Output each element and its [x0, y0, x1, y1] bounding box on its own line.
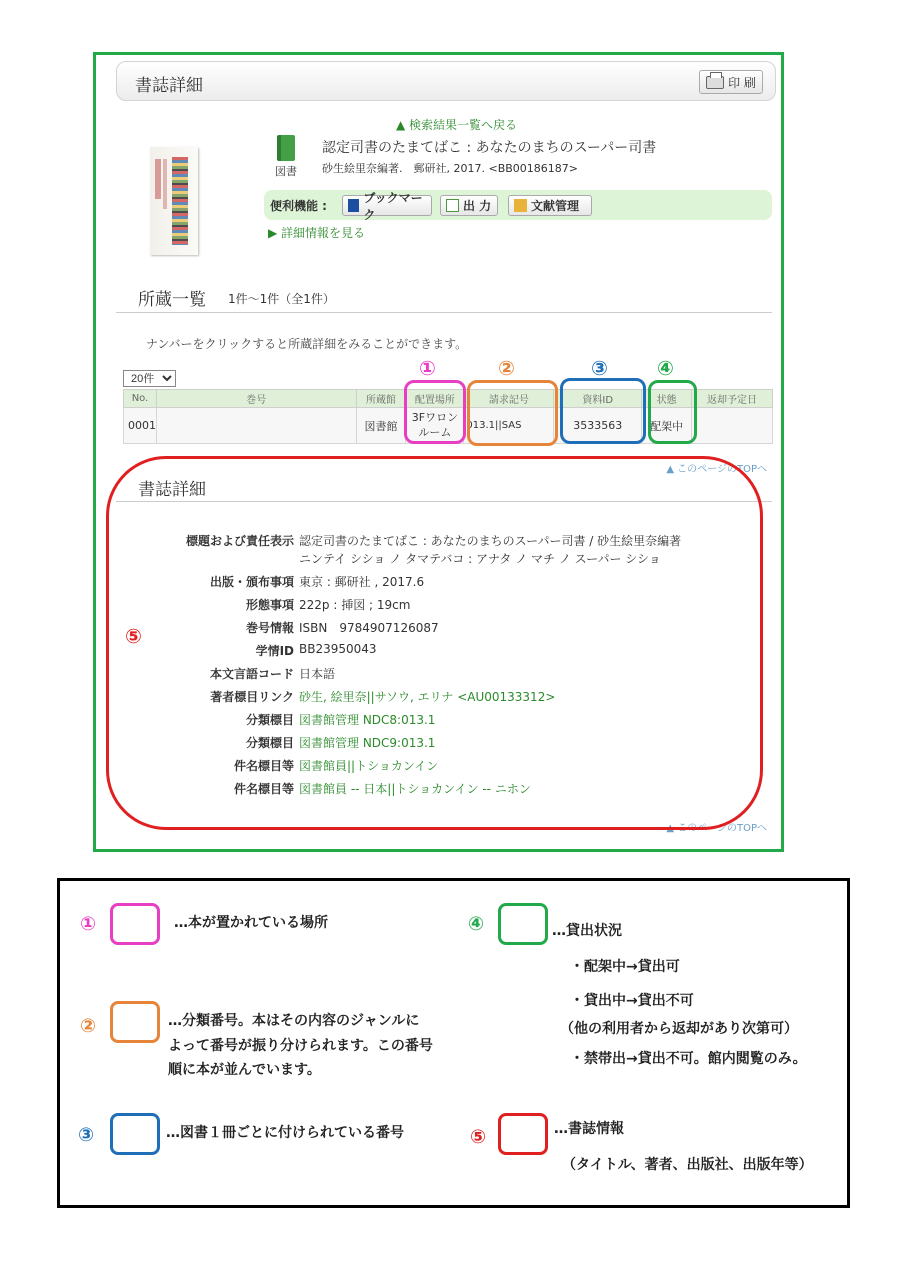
legend-box-5 — [498, 1113, 548, 1155]
legend-number-1: ① — [80, 913, 97, 935]
biblio-value: 東京 : 郵研社 , 2017.6 — [299, 575, 425, 589]
biblio-value: 日本語 — [299, 667, 336, 681]
legend-text-3: …図書１冊ごとに付けられている番号 — [166, 1125, 404, 1141]
book-icon — [277, 135, 295, 161]
holdings-note: ナンバーをクリックすると所蔵詳細をみることができます。 — [146, 337, 468, 351]
legend-text-5a: （タイトル、著者、出版社、出版年等） — [562, 1157, 813, 1173]
document-management-label: 文献管理 — [531, 199, 580, 213]
page-top-link-2[interactable]: ▲ このページのTOPへ — [666, 823, 767, 834]
legend-text-4b: ・貸出中→貸出不可 — [570, 993, 694, 1009]
legend-text-2c: 順に本が並んでいます。 — [168, 1062, 321, 1078]
book-type-label: 図書 — [275, 165, 297, 178]
legend-box-2 — [110, 1001, 160, 1043]
biblio-value: BB23950043 — [299, 642, 377, 656]
annotation-number-5: ⑤ — [125, 624, 142, 648]
biblio-value: 222p : 挿図 ; 19cm — [299, 598, 411, 612]
tools-label: 便利機能 : — [270, 199, 327, 213]
book-cover-image — [150, 147, 198, 255]
biblio-key: 巻号情報 — [245, 621, 294, 635]
book-title: 認定司書のたまてばこ : あなたのまちのスーパー司書 — [322, 140, 657, 156]
annotation-number-4: ④ — [657, 356, 674, 380]
legend-text-1: …本が置かれている場所 — [174, 915, 328, 931]
legend-number-2: ② — [80, 1015, 97, 1037]
holding-call-number[interactable]: 013.1||SAS — [464, 408, 554, 444]
holdings-count: 1件～1件（全1件） — [228, 292, 335, 306]
col-no: No. — [124, 390, 157, 408]
col-call-number: 請求記号 — [464, 390, 554, 408]
export-icon — [446, 199, 459, 212]
legend-box-1 — [110, 903, 160, 945]
legend-number-5: ⑤ — [470, 1126, 487, 1148]
output-button[interactable] — [440, 195, 498, 216]
holding-library: 図書館 — [356, 408, 406, 444]
legend-text-4: …貸出状況 — [552, 923, 622, 939]
printer-icon — [706, 76, 724, 89]
col-item-id: 資料ID — [554, 390, 642, 408]
folder-icon — [514, 199, 527, 212]
holding-number-link[interactable]: 0001 — [124, 408, 157, 444]
legend-text-2b: よって番号が振り分けられます。この番号 — [168, 1037, 433, 1054]
biblio-value: 認定司書のたまてばこ : あなたのまちのスーパー司書 / 砂生絵里奈編著 — [299, 534, 682, 548]
legend-text-4d: ・禁帯出→貸出不可。館内閲覧のみ。 — [570, 1051, 807, 1067]
annotation-box-status — [648, 380, 697, 444]
annotation-number-3: ③ — [591, 356, 608, 380]
book-meta: 砂生絵里奈編著. 郵研社, 2017. <BB00186187> — [322, 162, 578, 175]
bookmark-button[interactable] — [342, 190, 432, 222]
annotation-number-1: ① — [419, 356, 436, 380]
print-label: 印 刷 — [728, 75, 756, 90]
annotation-box-call-number — [467, 380, 558, 446]
holding-item-id: 3533563 — [554, 408, 642, 444]
biblio-value: ISBN 9784907126087 — [299, 621, 439, 635]
annotation-box-item-id — [560, 378, 646, 444]
page-title: 書誌詳細 — [135, 76, 203, 96]
col-volume: 巻号 — [157, 390, 357, 408]
biblio-key: 標題および責任表示 — [185, 534, 294, 548]
legend-text-2 — [168, 1009, 433, 1083]
holding-due-date — [692, 408, 773, 444]
classification-link[interactable]: 図書館管理 NDC8:013.1 — [299, 713, 436, 727]
holding-status: 配架中 — [642, 408, 692, 444]
col-status: 状態 — [642, 390, 692, 408]
biblio-title: 書誌詳細 — [138, 480, 206, 500]
print-button[interactable] — [699, 70, 763, 94]
legend-text-5: …書誌情報 — [554, 1121, 624, 1137]
book-type-icon — [274, 135, 298, 178]
biblio-value: ニンテイ シショ ノ タマテバコ : アナタ ノ マチ ノ スーパー シショ — [299, 552, 661, 566]
back-to-results-link[interactable]: ▲ 検索結果一覧へ戻る — [396, 118, 518, 132]
document-management-button[interactable] — [508, 195, 592, 216]
legend-text-4a: ・配架中→貸出可 — [570, 959, 680, 975]
tools-bar — [264, 190, 772, 220]
classification-link[interactable]: 図書館管理 NDC9:013.1 — [299, 736, 436, 750]
legend-box-4 — [498, 903, 548, 945]
biblio-key: 学情ID — [255, 644, 294, 658]
output-label: 出 力 — [463, 199, 492, 213]
biblio-key: 出版・頒布事項 — [209, 575, 294, 589]
legend-text-2a: …分類番号。本はその内容のジャンルに — [168, 1013, 420, 1029]
per-page-select[interactable] — [123, 370, 176, 387]
biblio-key: 形態事項 — [245, 598, 294, 612]
holdings-title: 所蔵一覧 — [138, 290, 206, 310]
legend-number-3: ③ — [78, 1124, 95, 1146]
holding-volume — [157, 408, 357, 444]
bookmark-icon — [348, 199, 359, 212]
legend-panel — [57, 878, 850, 1208]
legend-box-3 — [110, 1113, 160, 1155]
holding-location-line1: 3Fワロン — [411, 411, 459, 425]
holding-location-line2: ルーム — [418, 425, 452, 439]
biblio-key: 件名標目等 — [233, 759, 294, 773]
subject-link[interactable]: 図書館員||トショカンイン — [299, 759, 439, 773]
col-due-date: 返却予定日 — [692, 390, 773, 408]
annotation-box-location — [404, 380, 466, 444]
biblio-key: 著者標目リンク — [210, 690, 294, 704]
detail-info-link[interactable]: ▶ 詳細情報を見る — [268, 226, 366, 240]
page-header — [116, 61, 776, 101]
biblio-key: 分類標目 — [245, 736, 294, 750]
legend-number-4: ④ — [468, 913, 485, 935]
biblio-key: 件名標目等 — [233, 782, 294, 796]
biblio-key: 本文言語コード — [209, 667, 294, 681]
legend-text-4c: （他の利用者から返却があり次第可） — [560, 1021, 798, 1037]
bookmark-label: ブックマーク — [363, 190, 423, 222]
col-location: 配置場所 — [406, 390, 464, 408]
annotation-number-2: ② — [498, 356, 515, 380]
col-library: 所蔵館 — [356, 390, 406, 408]
annotation-box-biblio — [106, 456, 763, 830]
holdings-header — [116, 277, 772, 313]
biblio-key: 分類標目 — [245, 713, 294, 727]
author-link[interactable]: 砂生, 絵里奈||サソウ, エリナ <AU00133312> — [299, 690, 556, 704]
page-top-link[interactable]: ▲ このページのTOPへ — [666, 464, 767, 475]
subject-link[interactable]: 図書館員 -- 日本||トショカンイン -- ニホン — [299, 782, 531, 796]
